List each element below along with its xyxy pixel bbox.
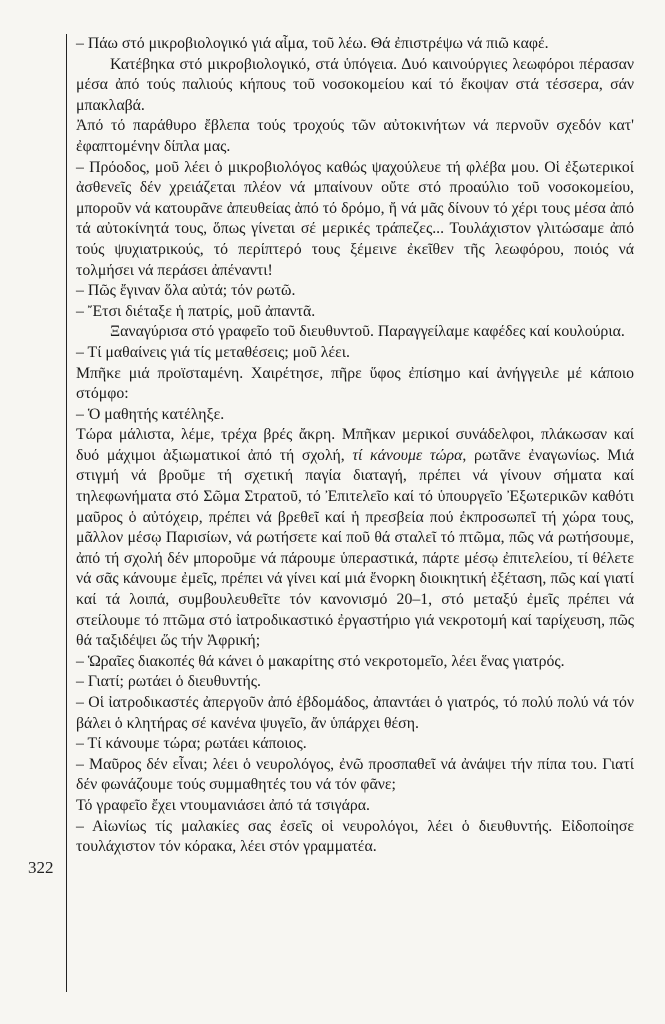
paragraph: Τό γραφεῖο ἔχει ντουμανιάσει ἀπό τά τσιγάρα. [76,796,371,814]
paragraph: Ἀπό τό παράθυρο ἔβλεπα τούς τροχούς τῶν αὐτοκινήτων νά περνοῦν σχεδόν κατ' ἐφαπτομένην δίπλα μας. [76,117,634,155]
paragraph: – Ἔτσι διέταξε ἡ πατρίς, μοῦ ἀπαντᾶ. [76,302,316,320]
paragraph: – Αἰωνίως τίς μαλακίες σας ἐσεῖς οἱ νευρολόγοι, λέει ὁ διευθυντής. Εἰδοποίησε τουλάχιστον τόν κόρακα, λέει στόν γραμματέα. [76,817,634,856]
paragraph: – Τί μαθαίνεις γιά τίς μεταθέσεις; μοῦ λέει. [76,343,350,361]
paragraph [76,425,634,652]
paragraph: – Ὡραῖες διακοπές θά κάνει ὁ μακαρίτης στό νεκροτομεῖο, λέει ἕνας γιατρός. [76,652,565,670]
italic-phrase: τί κάνουμε τώρα [352,446,463,464]
paragraph: – Πῶς ἔγιναν ὅλα αὐτά; τόν ρωτῶ. [76,282,296,300]
paragraph: – Τί κάνουμε τώρα; ρωτάει κάποιος. [76,735,307,753]
paragraph: Ξαναγύρισα στό γραφεῖο τοῦ διευθυντοῦ. Παραγγείλαμε καφέδες καί κουλούρια. [110,323,625,341]
paragraph-text: Τώρα μάλιστα, λέμε, τρέχα βρές ἄκρη. Μπῆκαν μερικοί συνάδελφοι, πλάκωσαν καί δυό μάχιμοι ἀξιωματικοί ἀπό τή σχολή, [76,426,634,464]
paragraph: – Ὁ μαθητής κατέληξε. [76,405,225,423]
paragraph: – Πάω στό μικροβιολογικό γιά αἷμα, τοῦ λέω. Θά ἐπιστρέψω νά πιῶ καφέ. [76,35,549,52]
body-text [76,34,634,858]
margin-rule [66,34,67,992]
paragraph: – Πρόοδος, μοῦ λέει ὁ μικροβιολόγος καθώς ψαχούλευε τή φλέβα μου. Οἱ ἐξωτερικοί ἀσθενεῖς δέν χρειάζεται πλέον νά μπαίνουν οὔτε στό προαύλιο τοῦ νοσοκομείου, μποροῦν νά κατουρᾶνε ἀπευθείας ἀπό τό δρόμο, ἤ νά μᾶς δίνουν τό χέρι τους μέσα ἀπό τά αὐτοκίνητά τους, ὅπως γίνεται σέ μερικές τράπεζες... Τουλάχιστον γλιτώσαμε ἀπό τούς ψυχιατρικούς, τό περίπτερό τους ξέμεινε ἐκεῖθεν τῆς λεωφόρου, ποιός νά τολμήσει νά περάσει ἀπέναντι! [76,158,634,279]
paragraph-text: , ρωτᾶνε ἐναγωνίως. Μιά στιγμή νά βροῦμε τή σχετική παγία διαταγή, πρέπει νά γίνουν σήματα καί τηλεφωνήματα στό Σῶμα Στρατοῦ, τό Ἐπιτελεῖο καί τό ὑπουργεῖο Ἐξωτερικῶν καθότι μαῦρος ὁ αὐτόχειρ, πρέπει νά βρεθεῖ καί ἡ πρεσβεία πού ἐκπροσωπεῖ τή χώρα τους, μᾶλλον μέσῳ Παρισίων, νά ρωτήσετε καί ποῦ θά σταλεῖ τό πτῶμα, πῶς νά ρωτήσουμε, ἀπό τή σχολή δέν μποροῦμε νά πάρουμε ὑπεραστικά, πάρτε μέσῳ ἐπιτελείου, τί θέλετε νά σᾶς κάνουμε ἐμεῖς, πρέπει νά γίνει καί μιά ἔνορκη διοικητική ἐξέταση, πῶς καί γιατί καί τά λοιπά, συμβουλευθεῖτε τόν κανονισμό 20–1, στό μεταξύ ἐμεῖς πρέπει νά στείλουμε τό πτῶμα στό ἰατροδικαστικό ἐργαστήριο γιά νεκροτομή καί ταρίχευση, πῶς θά ταξιδέψει ὥς τήν Ἀφρική; [76,446,634,650]
paragraph: Μπῆκε μιά προϊσταμένη. Χαιρέτησε, πῆρε ὕφος ἐπίσημο καί ἀνήγγειλε μέ κάποιο στόμφο: [76,364,634,403]
paragraph: – Μαῦρος δέν εἶναι; λέει ὁ νευρολόγος, ἐνῶ προσπαθεῖ νά ἀνάψει τήν πίπα του. Γιατί δέν φωνάζουμε τούς συμμαθητές του νά τόν φᾶνε; [76,755,634,794]
paragraph: – Οἱ ἰατροδικαστές ἀπεργοῦν ἀπό ἑβδομάδος, ἀπαντάει ὁ γιατρός, τό πολύ πολύ νά τόν βάλει ὁ κλητήρας σέ κανένα ψυγεῖο, ἄν ὑπάρχει θέση. [76,694,634,732]
page-number: 322 [28,858,54,877]
paragraph: Κατέβηκα στό μικροβιολογικό, στά ὑπόγεια. Δυό καινούργιες λεωφόροι πέρασαν μέσα ἀπό τούς παλιούς κήπους τοῦ νοσοκομείου καί τό ἔκοψαν στά τέσσερα, σάν μπακλαβά. [76,55,634,114]
paragraph: – Γιατί; ρωτάει ὁ διευθυντής. [76,673,261,691]
